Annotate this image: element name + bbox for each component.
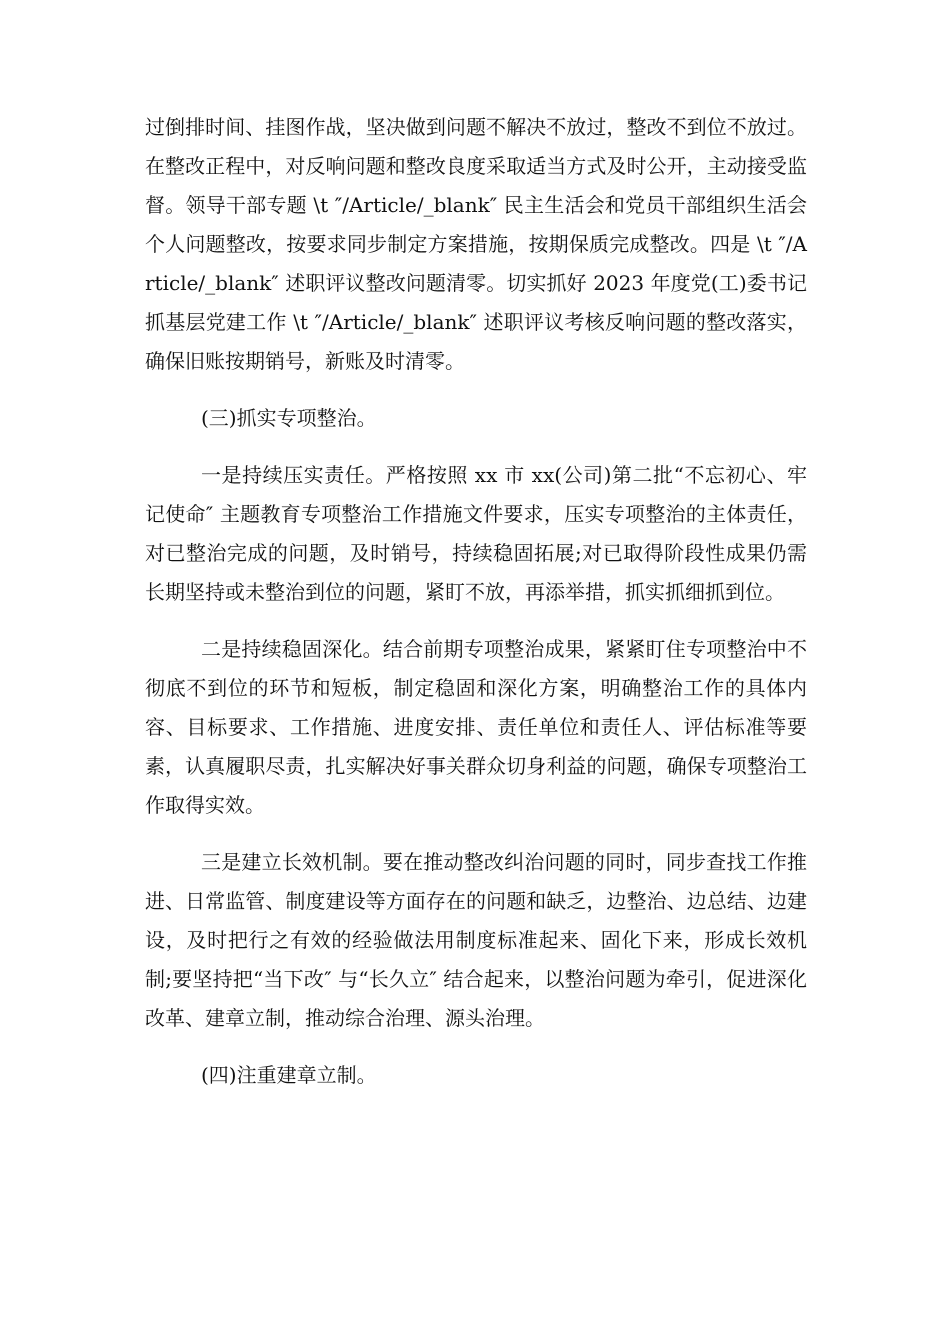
paragraph-item-1: 一是持续压实责任。严格按照 xx 市 xx(公司)第二批“不忘初心、牢记使命″ 主题教育专项整治工作措施文件要求，压实专项整治的主体责任，对已整治完成的问题，及时销号，持续稳固拓展;对已取得阶段性成果仍需长期坚持或未整治到位的问题，紧盯不放，再添举措，抓实抓细抓到位。 [145,463,807,604]
section-heading-3: (三)抓实专项整治。 [201,406,377,430]
paragraph-item-2: 二是持续稳固深化。结合前期专项整治成果，紧紧盯住专项整治中不彻底不到位的环节和短板，制定稳固和深化方案，明确整治工作的具体内容、目标要求、工作措施、进度安排、责任单位和责任人、评估标准等要素，认真履职尽责，扎实解决好事关群众切身利益的问题，确保专项整治工作取得实效。 [145,637,807,817]
section-heading-4: (四)注重建章立制。 [201,1063,377,1087]
document-body [145,108,807,1095]
paragraph-continued: 过倒排时间、挂图作战，坚决做到问题不解决不放过，整改不到位不放过。在整改正程中，对反响问题和整改良度采取适当方式及时公开，主动接受监督。领导干部专题 \t ″/Article/_blank″ 民主生活会和党员干部组织生活会个人问题整改，按要求同步制定方案措施，按期保质完成整改。四是 \t ″/Article/_blank″ 述职评议整改问题清零。切实抓好 2023 年度党(工)委书记抓基层党建工作 \t ″/Article/_blank″ 述职评议考核反响问题的整改落实，确保旧账按期销号，新账及时清零。 [145,115,807,373]
paragraph-item-3: 三是建立长效机制。要在推动整改纠治问题的同时，同步查找工作推进、日常监管、制度建设等方面存在的问题和缺乏，边整治、边总结、边建设，及时把行之有效的经验做法用制度标准起来、固化下来，形成长效机制;要坚持把“当下改″ 与“长久立″ 结合起来，以整治问题为牵引，促进深化改革、建章立制，推动综合治理、源头治理。 [145,850,807,1030]
